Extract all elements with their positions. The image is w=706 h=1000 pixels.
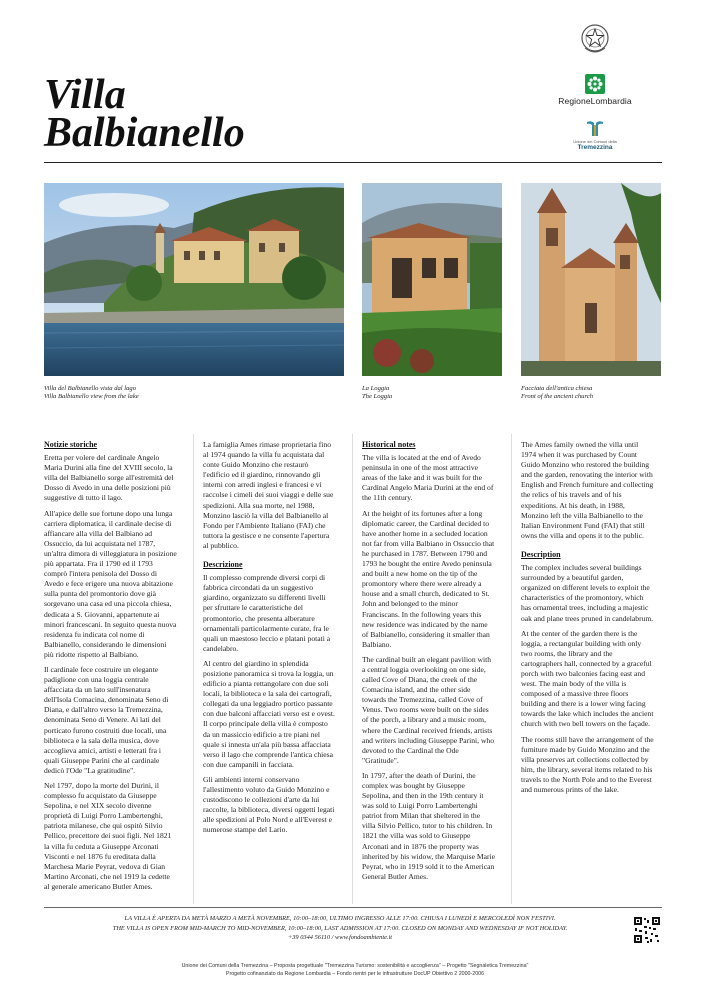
column-description	[521, 440, 654, 800]
paragraph: At the center of the garden there is the loggia, a rectangular building with only two rooms, the library and the cartographers hall, connected by a graceful porch with two balconies facing east and west. The main body of the villa is composed of a massive three floors building and there is a lower wing facing towards the lake which includes the ancient church with two bell towers on the façade.	[521, 628, 654, 729]
contact-info: +39 0344 56110 / www.fondoambiente.it	[287, 934, 393, 941]
region-name: RegioneLombardia	[558, 96, 632, 106]
paragraph: The cardinal built an elegant pavilion with a central loggia overlooking on one side, called Cove of Diana, the creek of the Comacina island, and the other side towards the Tremezzina, called Cove of Venus. Two rooms were built on the sides of the porch, a library and a music room, where the Cardinal received friends, artists and writers including Giuseppe Parini, who devoted to the Cardinal the Ode "Gratitude".	[362, 654, 495, 765]
logos	[540, 22, 650, 151]
paragraph: The complex includes several buildings surrounded by a beautiful garden, organized on different levels to exploit the characteristics of the promontory, which has ornamental trees, including a majestic oak and plane trees pruned in candelabrum.	[521, 563, 654, 623]
photo-church-front	[521, 183, 661, 376]
qr-code-icon[interactable]	[633, 916, 661, 944]
page-title	[44, 72, 245, 156]
paragraph: At the height of its fortunes after a long diplomatic career, the Cardinal decided to have another home in a secluded location not far from villa Balbiano in Ossuccio that he purchased in 1787. Between 1790 and 1793 he bought the entire Avedo peninsula and built a new home on the tip of the promontory where there were already a house and a small church, dedicated to St. John and belonged to the minor Franciscans. In the following years this new residence was indicated by the name of Balbianello, considering it smaller than Balbiano.	[362, 508, 495, 649]
title-line-1: Villa	[44, 72, 126, 118]
caption-villa	[44, 385, 139, 401]
caption-church-en: Front of the ancient church	[521, 393, 594, 400]
credits-line-2: Progetto cofinanziato da Regione Lombardia – Fondo rientri per le infrastrutture DocUP Obiettivo 2 2000-2006	[225, 971, 485, 977]
section-heading: Historical notes	[362, 440, 416, 449]
union-label: Unione dei Comuni della	[573, 139, 617, 144]
caption-loggia-it: La Loggia	[362, 385, 390, 392]
photo-villa-from-lake	[44, 183, 344, 376]
title-line-2: Balbianello	[44, 110, 245, 156]
regione-lombardia-icon	[585, 74, 605, 94]
column-notizie-storiche	[44, 440, 177, 897]
caption-villa-it: Villa del Balbianello vista dal lago	[44, 385, 136, 392]
paragraph: In 1797, after the death of Durini, the complex was bought by Giuseppe Sepolina, and then in the 19th century it was sold to Luigi Porro Lambertenghi patriot from Milan that sheltered in the villa Silvio Pellico, tutor to his children. In 1821 the villa was sold to Giuseppe Arconati and in 1876 the property was inherited by his widow, the Marquise Marie Peyrat, who in 1919 sold it to the American General Butler Ames.	[362, 770, 496, 881]
paragraph: The villa is located at the end of Avedo peninsula in one of the most attractive areas of the lake and it was built for the Cardinal Angelo Maria Durini at the end of the 11th century.	[362, 453, 494, 503]
column-divider	[193, 434, 194, 904]
hours-english: THE VILLA IS OPEN FROM MID-MARCH TO MID-NOVEMBER, 10:00–18:00, LAST ADMISSION AT 17:00. CLOSED ON MONDAY AND WEDNESDAY IF NOT HOLIDAY.	[112, 924, 568, 932]
caption-church	[521, 385, 593, 401]
column-divider	[352, 434, 353, 904]
section-heading: Notizie storiche	[44, 440, 98, 449]
paragraph: Al centro del giardino in splendida posizione panoramica si trova la loggia, un edificio a pianta rettangolare con due soli locali, la biblioteca e la sala dei cartografi, collegati da una leggiadro portico passante con due balconi affacciati verso est e ovest. Il corpo principale della villa è composto da un massiccio edificio a tre piani nel quale si innesta un'ala più bassa affacciata verso il lago che comprende l'antica chiesa con due campanili in facciata.	[203, 658, 335, 769]
caption-loggia-en: The Loggia	[362, 393, 393, 400]
paragraph: The Ames family owned the villa until 1974 when it was purchased by Count Guido Monzino who restored the building and the garden, renovating the interior with English and French furniture and collecting the relics of his travels and of his expeditions. At his death, in 1988, Monzino left the villa Balbianello to the Italian Environment Fund (FAI) that still owns the villa and opens it to the public.	[521, 440, 654, 540]
photo-loggia	[362, 183, 502, 376]
union-name: Tremezzina	[577, 144, 613, 151]
paragraph: La famiglia Ames rimase proprietaria fino al 1974 quando la villa fu acquistata dal conte Guido Monzino che restaurò l'edificio ed il giardino, rinnovando gli interni con arredi inglesi e francesi e vi raccolse i cimeli dei suoi viaggi e delle sue spedizioni. Alla sua morte, nel 1988, Monzino lasciò la villa del Balbianello al Fondo per l'Ambiente Italiano (FAI) che tuttora la gestisce e ne consente l'apertura al pubblico.	[203, 440, 334, 550]
paragraph: Eretta per volere del cardinale Angelo Maria Durini alla fine del XVIII secolo, la villa del Balbianello sorge all'estremità del Dosso di Avedo in una delle posizioni più suggestive di tutto il lago.	[44, 453, 174, 503]
tremezzina-logo-icon	[585, 120, 605, 138]
header-divider	[44, 162, 662, 163]
paragraph: All'apice delle sue fortune dopo una lunga carriera diplomatica, il cardinale decise di affiancare alla villa del Balbiano ad Ossuccio, da lui acquistata nel 1787, un'altra dimora di villeggiatura in posizione più appartata. Fra il 1790 ed il 1793 comprò l'intera penisola del Dosso di Avedo e fece erigere una nuova abitazione sulla punta del promontorio dove già sorgevano una casa ed una piccola chiesa, dedicata a S. Giovanni, appartenute ai minori francescani. In seguito questa nuova residenza fu indicata col nome di Balbianello, considerando le dimensioni più ridotte rispetto al Balbiano.	[44, 508, 177, 659]
italian-emblem-icon	[580, 22, 610, 56]
paragraph: Il cardinale fece costruire un elegante padiglione con una loggia centrale affacciata da un lato sull'insenatura dell'Isola Comacina, denominata Seno di Diana, e dall'altro verso la Tremezzina, denominata Seno di Venere. Ai lati del porticato furono costruiti due locali, una biblioteca e la sala della musica, dove accoglieva amici, artisti e letterati fra i quali Giuseppe Parini che al cardinale dedicò l'Ode "La gratitudine".	[44, 664, 169, 775]
caption-loggia	[362, 385, 392, 401]
caption-church-it: Facciata dell'antica chiesa	[521, 385, 593, 392]
section-heading: Description	[521, 549, 561, 559]
paragraph: Nel 1797, dopo la morte del Durini, il complesso fu acquistato da Giuseppe Sepolina, e nel XIX secolo divenne proprietà di Luigi Porro Lambertenghi, patriota milanese, che qui ospitò Silvio Pellico, precettore dei suoi figli. Nel 1821 la villa fu ceduta a Giuseppe Arconati Visconti e nel 1876 fu ereditata dalla Marchesa Marie Peyrat, vedova di Gian Martino Arconati, che nel 1919 la cedette al generale americano Butler Ames.	[44, 781, 172, 891]
caption-villa-en: Villa Balbianello view from the lake	[44, 393, 139, 400]
footer-divider	[44, 907, 662, 908]
column-descrizione	[203, 440, 336, 840]
column-divider	[511, 434, 512, 904]
paragraph: Gli ambienti interni conservano l'allestimento voluto da Guido Monzino e custodiscono le collezioni d'arte da lui raccolte, la biblioteca, diversi oggetti legati alle spedizioni al Polo Nord e all'Everest e numerose stampe del Lario.	[203, 774, 335, 835]
paragraph: The rooms still have the arrangement of the furniture made by Guido Monzino and the villa preserves art collections collected by him, the library, several items related to his travels to the North Pole and to the Everest and numerous prints of the lake.	[521, 734, 654, 794]
paragraph: Il complesso comprende diversi corpi di fabbrica circondati da un suggestivo giardino, organizzato su differenti livelli per sfruttare le caratteristiche del promontorio, che presenta alberature ornamentali particolarmente curate, fra le quali un maestoso leccio e platani potati a candelabro.	[203, 573, 331, 653]
hours-italian: LA VILLA È APERTA DA METÀ MARZO A METÀ NOVEMBRE, 10:00–18:00, ULTIMO INGRESSO ALLE 17:00. CHIUSA I LUNEDÌ E MERCOLEDÌ NON FESTIVI.	[124, 915, 556, 922]
column-historical-notes	[362, 440, 495, 887]
opening-hours	[60, 914, 620, 943]
section-heading: Descrizione	[203, 560, 243, 570]
project-credits	[60, 962, 650, 978]
credits-line-1: Unione dei Comuni della Tremezzina – Proposta progettuale "Tremezzina Turismo: sostenibilità e accoglienza" – Progetto "Segnaletica Tremezzina"	[181, 963, 529, 969]
